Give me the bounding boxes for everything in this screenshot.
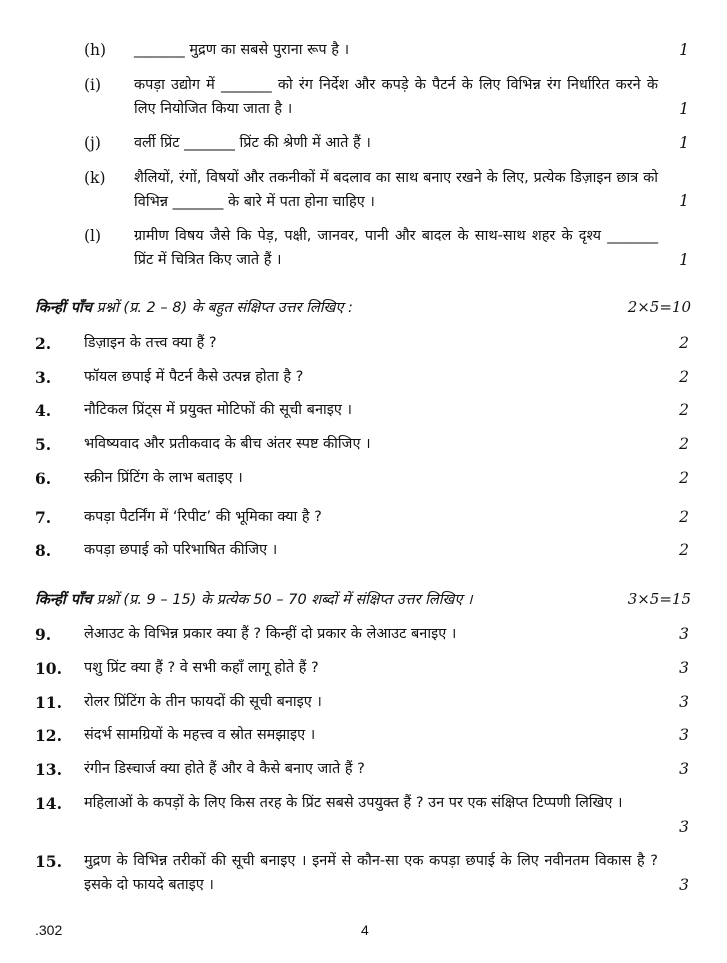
question-text: कपड़ा पैटर्निंग में ‘रिपीट’ की भूमिका क्या है ? (84, 509, 322, 525)
section-heading-text: प्रश्नों (प्र. 9 – 15) के प्रत्येक 50 – 70 शब्दों में संक्षिप्त उत्तर लिखिए । (91, 592, 473, 608)
question-text: नौटिकल प्रिंट्स में प्रयुक्त मोटिफों की सूची बनाइए । (84, 402, 352, 418)
question-marks: 3 (679, 876, 689, 894)
question-marks: 3 (679, 726, 689, 744)
question-text: स्क्रीन प्रिंटिंग के लाभ बताइए । (84, 470, 243, 486)
question-text: भविष्यवाद और प्रतीकवाद के बीच अंतर स्पष्ट कीजिए । (84, 436, 371, 452)
question-text: पशु प्रिंट क्या हैं ? वे सभी कहाँ लागू होते हैं ? (84, 660, 319, 676)
section-heading-bold: किन्हीं पाँच (35, 592, 92, 608)
sub-question-text: शैलियों, रंगों, विषयों और तकनीकों में बदलाव का साथ बनाए रखने के लिए, प्रत्येक डिज़ाइन छात्र को विभिन्न _______ के बारे में पता होना चाहिए । (134, 170, 658, 210)
question-text: महिलाओं के कपड़ों के लिए किस तरह के प्रिंट सबसे उपयुक्त हैं ? उन पर एक संक्षिप्त टिप्पणी लिखिए । (84, 795, 623, 811)
question-text: मुद्रण के विभिन्न तरीकों की सूची बनाइए । इनमें से कौन-सा एक कपड़ा छपाई के लिए नवीनतम विकास है ? इसके दो फायदे बताइए । (84, 853, 658, 893)
question-marks: 3 (679, 760, 689, 778)
question-number: 11. (35, 693, 62, 712)
question-number: 6. (35, 469, 52, 488)
question-marks: 2 (679, 401, 689, 419)
question-marks: 2 (679, 469, 689, 487)
question-number: 12. (35, 726, 62, 745)
sub-question-text: _______ मुद्रण का सबसे पुराना रूप है । (134, 42, 350, 58)
sub-question-marks: 1 (679, 100, 689, 118)
section-heading-2 (35, 589, 690, 609)
question-marks: 2 (679, 435, 689, 453)
section-marks-1: 2×5=10 (627, 298, 691, 316)
sub-question-label: (k) (84, 169, 106, 187)
question-number: 5. (35, 435, 52, 454)
sub-question-marks: 1 (679, 192, 689, 210)
sub-question-label: (j) (84, 134, 101, 152)
question-number: 9. (35, 625, 52, 644)
section-heading-bold: किन्हीं पाँच (35, 300, 92, 316)
question-text: संदर्भ सामग्रियों के महत्त्व व स्रोत समझाइए । (84, 727, 316, 743)
question-number: 15. (35, 852, 62, 871)
sub-question-marks: 1 (679, 251, 689, 269)
question-text: कपड़ा छपाई को परिभाषित कीजिए । (84, 542, 278, 558)
question-text: लेआउट के विभिन्न प्रकार क्या हैं ? किन्हीं दो प्रकार के लेआउट बनाइए । (84, 626, 457, 642)
question-marks: 3 (679, 659, 689, 677)
paper-code: .302 (35, 922, 63, 938)
page-number: 4 (361, 922, 369, 938)
question-number: 8. (35, 541, 52, 560)
question-marks: 3 (679, 693, 689, 711)
question-marks: 2 (679, 334, 689, 352)
question-marks: 2 (679, 508, 689, 526)
sub-question-label: (i) (84, 76, 102, 94)
question-text: फॉयल छपाई में पैटर्न कैसे उत्पन्न होता है ? (84, 369, 304, 385)
question-marks: 2 (679, 541, 689, 559)
question-marks: 3 (679, 625, 689, 643)
sub-question-label: (h) (84, 41, 107, 59)
sub-question-label: (l) (84, 227, 102, 245)
question-marks: 2 (679, 368, 689, 386)
section-heading-1 (35, 297, 690, 317)
question-number: 4. (35, 401, 52, 420)
question-text: रंगीन डिस्चार्ज क्या होते हैं और वे कैसे बनाए जाते हैं ? (84, 761, 365, 777)
question-text: डिज़ाइन के तत्त्व क्या हैं ? (84, 335, 217, 351)
sub-question-marks: 1 (679, 134, 689, 152)
question-number: 13. (35, 760, 62, 779)
question-marks: 3 (679, 818, 689, 836)
question-number: 3. (35, 368, 52, 387)
question-text: रोलर प्रिंटिंग के तीन फायदों की सूची बनाइए । (84, 694, 322, 710)
question-number: 2. (35, 334, 52, 353)
section-heading-text: प्रश्नों (प्र. 2 – 8) के बहुत संक्षिप्त उत्तर लिखिए : (91, 300, 353, 316)
sub-question-marks: 1 (679, 41, 689, 59)
question-number: 10. (35, 659, 62, 678)
sub-question-text: कपड़ा उद्योग में _______ को रंग निर्देश और कपड़े के पैटर्न के लिए विभिन्न रंग निर्धारित करने के लिए नियोजित किया जाता है । (134, 77, 658, 117)
sub-question-text: ग्रामीण विषय जैसे कि पेड़, पक्षी, जानवर, पानी और बादल के साथ-साथ शहर के दृश्य _______ प्रिंट में चित्रित किए जाते हैं । (134, 228, 658, 268)
section-marks-2: 3×5=15 (627, 590, 691, 608)
sub-question-text: वर्ली प्रिंट _______ प्रिंट की श्रेणी में आते हैं । (134, 135, 371, 151)
question-number: 7. (35, 508, 52, 527)
question-number: 14. (35, 794, 62, 813)
